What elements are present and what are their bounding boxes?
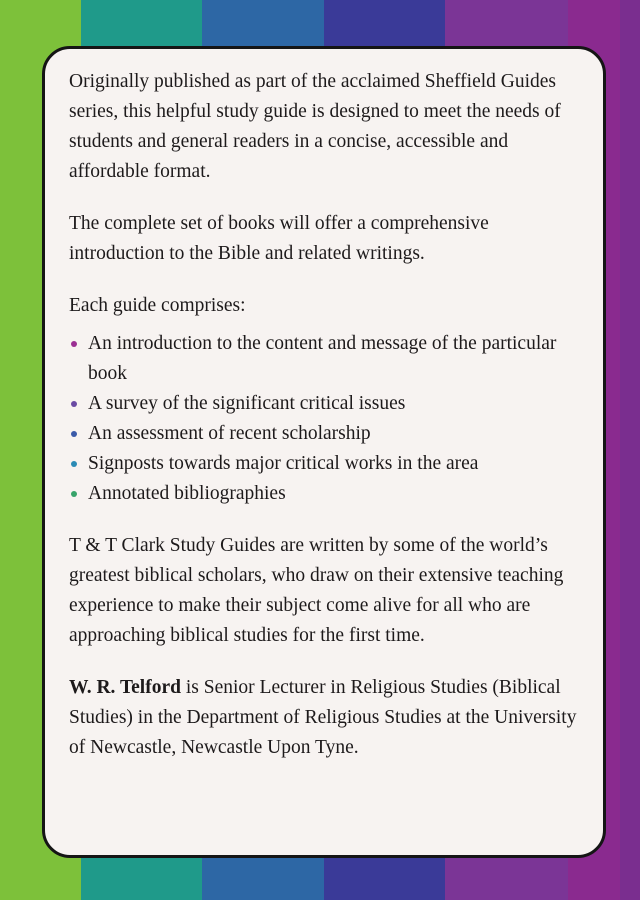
bullet-icon <box>71 341 77 347</box>
publisher-paragraph: T & T Clark Study Guides are written by some of the world’s greatest biblical scholars, who draw on their extensive teaching experience to make their subject come alive for all who are approaching biblical studies for the first time. <box>69 535 564 646</box>
list-item: Signposts towards major critical works in the area <box>69 449 583 479</box>
list-item: An introduction to the content and message of the particular book <box>69 329 583 389</box>
series-paragraph: The complete set of books will offer a comprehensive introduction to the Bible and related writings. <box>69 213 489 264</box>
author-bio-text: is Senior Lecturer in Religious Studies (Biblical Studies) in the Department of Religious Studies at the University of Newcastle, Newcastle Upon Tyne. <box>69 677 577 758</box>
bullet-icon <box>71 401 77 407</box>
list-item: A survey of the significant critical issues <box>69 389 583 419</box>
list-intro: Each guide comprises: <box>69 295 246 316</box>
bullet-icon <box>71 491 77 497</box>
author-name: W. R. Telford <box>69 677 181 698</box>
author-bio <box>69 673 583 763</box>
features-list <box>69 329 583 509</box>
bullet-icon <box>71 431 77 437</box>
bullet-icon <box>71 461 77 467</box>
intro-paragraph: Originally published as part of the acclaimed Sheffield Guides series, this helpful study guide is designed to meet the needs of students and general readers in a concise, accessible and affordable format. <box>69 71 561 182</box>
text-panel <box>42 46 606 858</box>
list-item: Annotated bibliographies <box>69 479 583 509</box>
list-item: An assessment of recent scholarship <box>69 419 583 449</box>
